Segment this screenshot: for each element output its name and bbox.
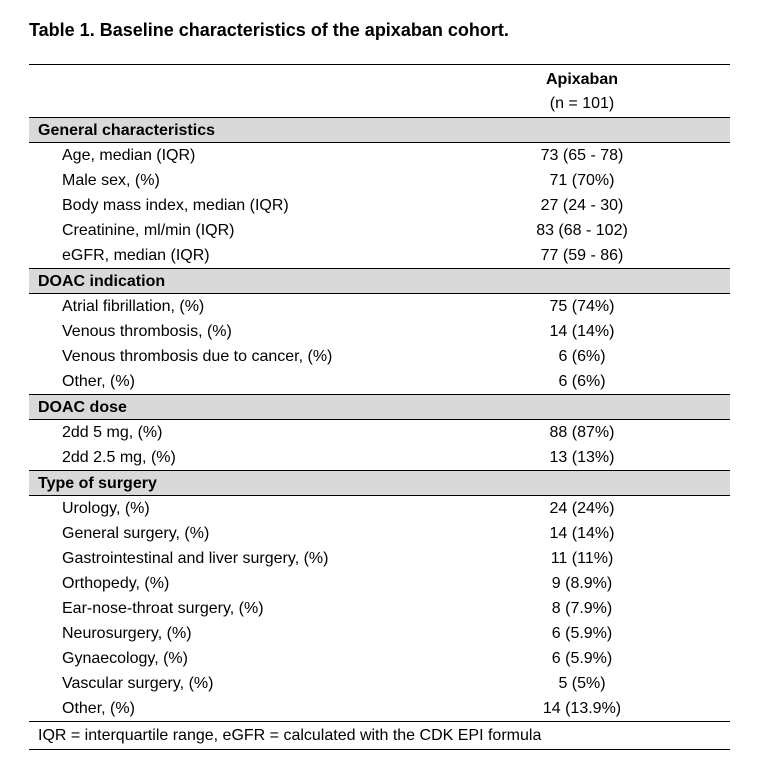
table-header: [29, 65, 730, 118]
table-row: [29, 369, 730, 395]
section-heading: General characteristics: [29, 118, 730, 143]
table-row: [29, 671, 730, 696]
table-row: [29, 218, 730, 243]
table-row: [29, 696, 730, 721]
row-value: 75 (74%): [549, 298, 615, 315]
row-value: 14 (14%): [549, 525, 615, 542]
row-value: 88 (87%): [549, 424, 615, 441]
row-value: 27 (24 - 30): [540, 197, 624, 214]
row-label: Male sex, (%): [62, 172, 160, 189]
row-label: Gastrointestinal and liver surgery, (%): [62, 550, 329, 567]
row-value: 71 (70%): [549, 172, 615, 189]
row-label: eGFR, median (IQR): [62, 247, 210, 264]
table-row: [29, 420, 730, 445]
row-label: Body mass index, median (IQR): [62, 197, 289, 214]
row-label: Neurosurgery, (%): [62, 625, 192, 642]
table-row: [29, 319, 730, 344]
row-value: 83 (68 - 102): [536, 222, 628, 239]
row-label: Ear-nose-throat surgery, (%): [62, 600, 264, 617]
row-label: Atrial fibrillation, (%): [62, 298, 205, 315]
row-value: 77 (59 - 86): [540, 247, 624, 264]
table-row: [29, 646, 730, 671]
table-row: [29, 571, 730, 596]
baseline-table: [29, 64, 730, 750]
row-label: General surgery, (%): [62, 525, 210, 542]
row-label: Gynaecology, (%): [62, 650, 188, 667]
row-value: 6 (5.9%): [551, 625, 613, 642]
column-header-apixaban: Apixaban: [545, 71, 618, 88]
section-heading: Type of surgery: [29, 471, 730, 496]
row-value: 8 (7.9%): [551, 600, 613, 617]
row-label: Other, (%): [62, 700, 135, 717]
row-value: 6 (6%): [558, 348, 606, 365]
table-row: [29, 143, 730, 168]
table-row: [29, 445, 730, 471]
table-row: [29, 193, 730, 218]
row-label: Creatinine, ml/min (IQR): [62, 222, 235, 239]
section-block: [29, 395, 730, 471]
row-label: 2dd 2.5 mg, (%): [62, 449, 176, 466]
table-row: [29, 596, 730, 621]
column-header-n: (n = 101): [549, 95, 615, 112]
row-value: 24 (24%): [549, 500, 615, 517]
row-value: 9 (8.9%): [551, 575, 613, 592]
row-value: 6 (5.9%): [551, 650, 613, 667]
row-label: Age, median (IQR): [62, 147, 196, 164]
row-label: Urology, (%): [62, 500, 150, 517]
table-row: [29, 243, 730, 269]
table-row: [29, 294, 730, 319]
row-value: 5 (5%): [558, 675, 606, 692]
table-row: [29, 496, 730, 521]
table-row: [29, 546, 730, 571]
row-label: 2dd 5 mg, (%): [62, 424, 163, 441]
table-row: [29, 521, 730, 546]
section-block: [29, 471, 730, 721]
row-label: Venous thrombosis due to cancer, (%): [62, 348, 333, 365]
row-label: Other, (%): [62, 373, 135, 390]
section-heading: DOAC indication: [29, 269, 730, 294]
table-row: [29, 168, 730, 193]
row-value: 14 (13.9%): [542, 700, 622, 717]
section-heading: DOAC dose: [29, 395, 730, 420]
table-row: [29, 621, 730, 646]
table-footnote: IQR = interquartile range, eGFR = calculated with the CDK EPI formula: [29, 721, 730, 749]
row-value: 73 (65 - 78): [540, 147, 624, 164]
row-value: 13 (13%): [549, 449, 615, 466]
row-value: 14 (14%): [549, 323, 615, 340]
table-title: Table 1. Baseline characteristics of the apixaban cohort.: [29, 20, 509, 40]
row-label: Orthopedy, (%): [62, 575, 170, 592]
row-value: 11 (11%): [550, 550, 614, 567]
row-value: 6 (6%): [558, 373, 606, 390]
row-label: Vascular surgery, (%): [62, 675, 214, 692]
section-block: [29, 118, 730, 269]
table-row: [29, 344, 730, 369]
row-label: Venous thrombosis, (%): [62, 323, 232, 340]
table-body: [29, 118, 730, 721]
section-block: [29, 269, 730, 395]
